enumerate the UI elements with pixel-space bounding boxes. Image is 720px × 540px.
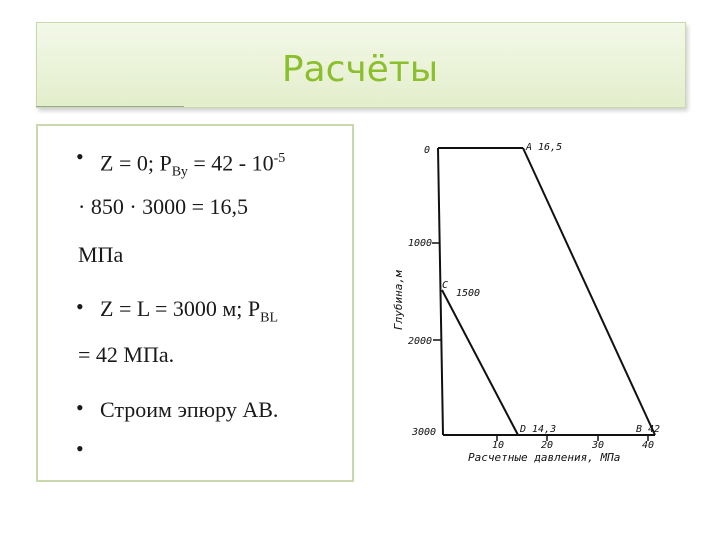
equation-line-3: МПа [78,242,124,267]
depth-label-2000: 2000 [408,336,433,347]
bullet-3: • [76,395,84,420]
equation-line-2: · 850 · 3000 = 16,5 [78,194,249,219]
pressure-label-20: 20 [541,440,554,451]
point-c-label: C [442,280,449,291]
depth-label-3000: 3000 [412,427,437,438]
equation-line-4: Z = L = 3000 м; $P_{BL}$ [100,296,279,326]
point-c-depth-label: 1500 [456,288,481,299]
slide-title: Расчёты [281,49,439,90]
point-b-label: B 42 [636,424,661,435]
depth-label-0: 0 [424,145,431,156]
equation-line-1: Z = 0; $P_{Ву} = 42 - 10^{-5}$ [100,150,286,180]
depth-label-1000: 1000 [408,238,433,249]
title-divider [36,106,184,107]
pressure-diagram [380,130,680,470]
bullet-2: • [76,294,84,319]
bullet-1: • [76,144,84,169]
x-axis-title: Расчетные давления, МПа [468,451,621,464]
point-d-label: D 14,3 [520,424,557,435]
equation-line-6: Строим эпюру АВ. [100,397,279,422]
line-cd [442,290,518,435]
pressure-label-40: 40 [642,440,655,451]
point-a-label: A 16,5 [526,142,563,153]
pressure-label-10: 10 [492,440,505,451]
y-axis-title: Глубина,м [392,270,405,330]
line-ab [523,148,655,435]
pressure-label-30: 30 [592,440,605,451]
bullet-4: • [76,436,84,461]
equation-line-5: = 42 МПа. [78,342,175,367]
